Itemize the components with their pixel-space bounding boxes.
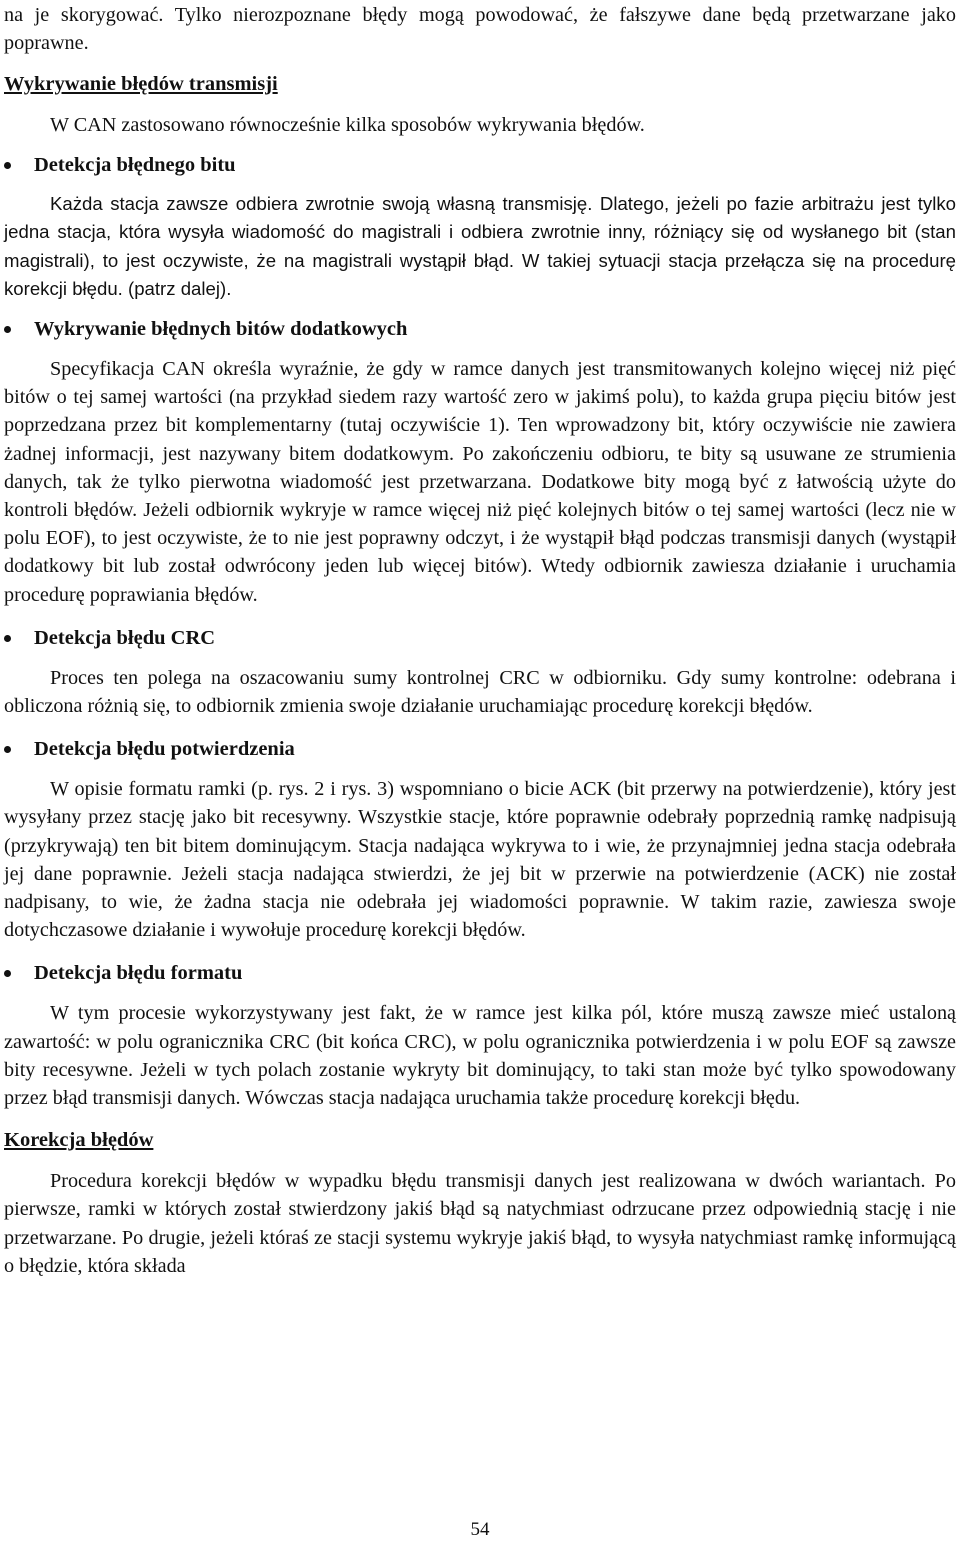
bullet-icon	[4, 162, 11, 169]
page-number: 54	[470, 1519, 490, 1540]
paragraph-stuff-bits: Specyfikacja CAN określa wyraźnie, że gdy w ramce danych jest transmitowanych kolejno więcej niż pięć bitów o tej samej wartości (na przykład siedem razy wartość zero w jakimś polu), to każda grupa pięciu bitów jest poprzedzana przez bit komplementarny (tutaj oczywiście 1). Ten wprowadzony bit, który oczywiście nie zawiera żadnej informacji, jest nazywany bitem dodatkowym. Po zakończeniu odbioru, te bity są usuwane ze strumienia danych, tak że tylko pierwotna wiadomość jest przetwarzana. Dodatkowe bity mogą być z łatwością użyte do kontroli błędów. Jeżeli odbiornik wykryje w ramce więcej niż pięć kolejnych bitów o tej samej wartości (lecz nie w polu EOF), to jest oczywiste, że to nie jest poprawny odczyt, i że wystąpił błąd podczas transmisji danych (wystąpił dodatkowy bit lub został odwrócony jeden lub więcej bitów). Wtedy odbiornik zawiesza działanie i uruchamia procedurę poprawiania błędów.	[4, 358, 956, 606]
bullet-heading-crc-error: Detekcja błędu CRC	[4, 624, 956, 652]
section-heading-detection: Wykrywanie błędów transmisji	[4, 73, 278, 95]
bullet-heading-ack-error: Detekcja błędu potwierdzenia	[4, 735, 956, 763]
document-page	[4, 0, 956, 1280]
paragraph-crc-error: Proces ten polega na oszacowaniu sumy kontrolnej CRC w odbiorniku. Gdy sumy kontrolne: odebrana i obliczona różnią się, to odbiornik zmienia swoje działanie uruchamiając procedurę korekcji błędów.	[4, 666, 956, 718]
intro-fragment: na je skorygować. Tylko nierozpoznane błędy mogą powodować, że fałszywe dane będą przetwarzane jako poprawne.	[4, 4, 956, 55]
bullet-heading-bit-error: Detekcja błędnego bitu	[4, 151, 956, 179]
bullet-heading-format-error: Detekcja błędu formatu	[4, 959, 956, 987]
bullet-heading-stuff-bits: Wykrywanie błędnych bitów dodatkowych	[4, 315, 956, 343]
bullet-icon	[4, 326, 11, 333]
paragraph-ack-error: W opisie formatu ramki (p. rys. 2 i rys. 3) wspomniano o bicie ACK (bit przerwy na potwierdzenie), który jest wysyłany przez stację jako bit recesywny. Wszystkie stacje, które poprawnie odebrały poprzednią ramkę nadpisują (przykrywają) ten bit bitem dominującym. Stacja nadająca wykrywa to i wie, że przynajmniej jedna stacja odebrała jej dane poprawnie. Jeżeli stacja nadająca stwierdzi, że jej bit w przerwie na potwierdzenie (ACK) nie został nadpisany, to wie, że żadna stacja nie odebrała jej wiadomości poprawnie. W takim razie, zawiesza swoje dotychczasowe działanie i wywołuje procedurę korekcji błędów.	[4, 778, 956, 942]
paragraph-format-error: W tym procesie wykorzystywany jest fakt, że w ramce jest kilka pól, które muszą zawsze mieć ustaloną zawartość: w polu ogranicznika CRC (bit końca CRC), w polu ogranicznika potwierdzenia i w polu EOF są zawsze bity recesywne. Jeżeli w tych polach zostanie wykryty bit dominujący, to taki stan może być tylko spowodowany przez błąd transmisji danych. Wówczas stacja nadająca uruchamia także procedurę korekcji błędu.	[4, 1002, 956, 1110]
paragraph-bit-error: Każda stacja zawsze odbiera zwrotnie swoją własną transmisję. Dlatego, jeżeli po fazie arbitrażu jest tylko jedna stacja, która wysyła wiadomość do magistrali i odbiera zwrotnie inny, różniący się od wysłanego bit (stan magistrali), to jest oczywiste, że na magistrali wystąpił błąd. W takiej sytuacji stacja przełącza się na procedurę korekcji błędu. (patrz dalej).	[4, 193, 956, 299]
section-heading-correction: Korekcja błędów	[4, 1129, 154, 1152]
paragraph-correction: Procedura korekcji błędów w wypadku błędu transmisji danych jest realizowana w dwóch wariantach. Po pierwsze, ramki w których został stwierdzony jakiś błąd są natychmiast odrzucane przez odpowiednią stację i nie przetwarzane. Po drugie, jeżeli któraś ze stacji systemu wykryje jakiś błąd, to wysyła natychmiast ramkę informującą o błędzie, która składa	[4, 1170, 956, 1277]
section-intro-detection: W CAN zastosowano równocześnie kilka sposobów wykrywania błędów.	[50, 114, 645, 136]
bullet-icon	[4, 746, 11, 753]
bullet-icon	[4, 970, 11, 977]
bullet-icon	[4, 635, 11, 642]
